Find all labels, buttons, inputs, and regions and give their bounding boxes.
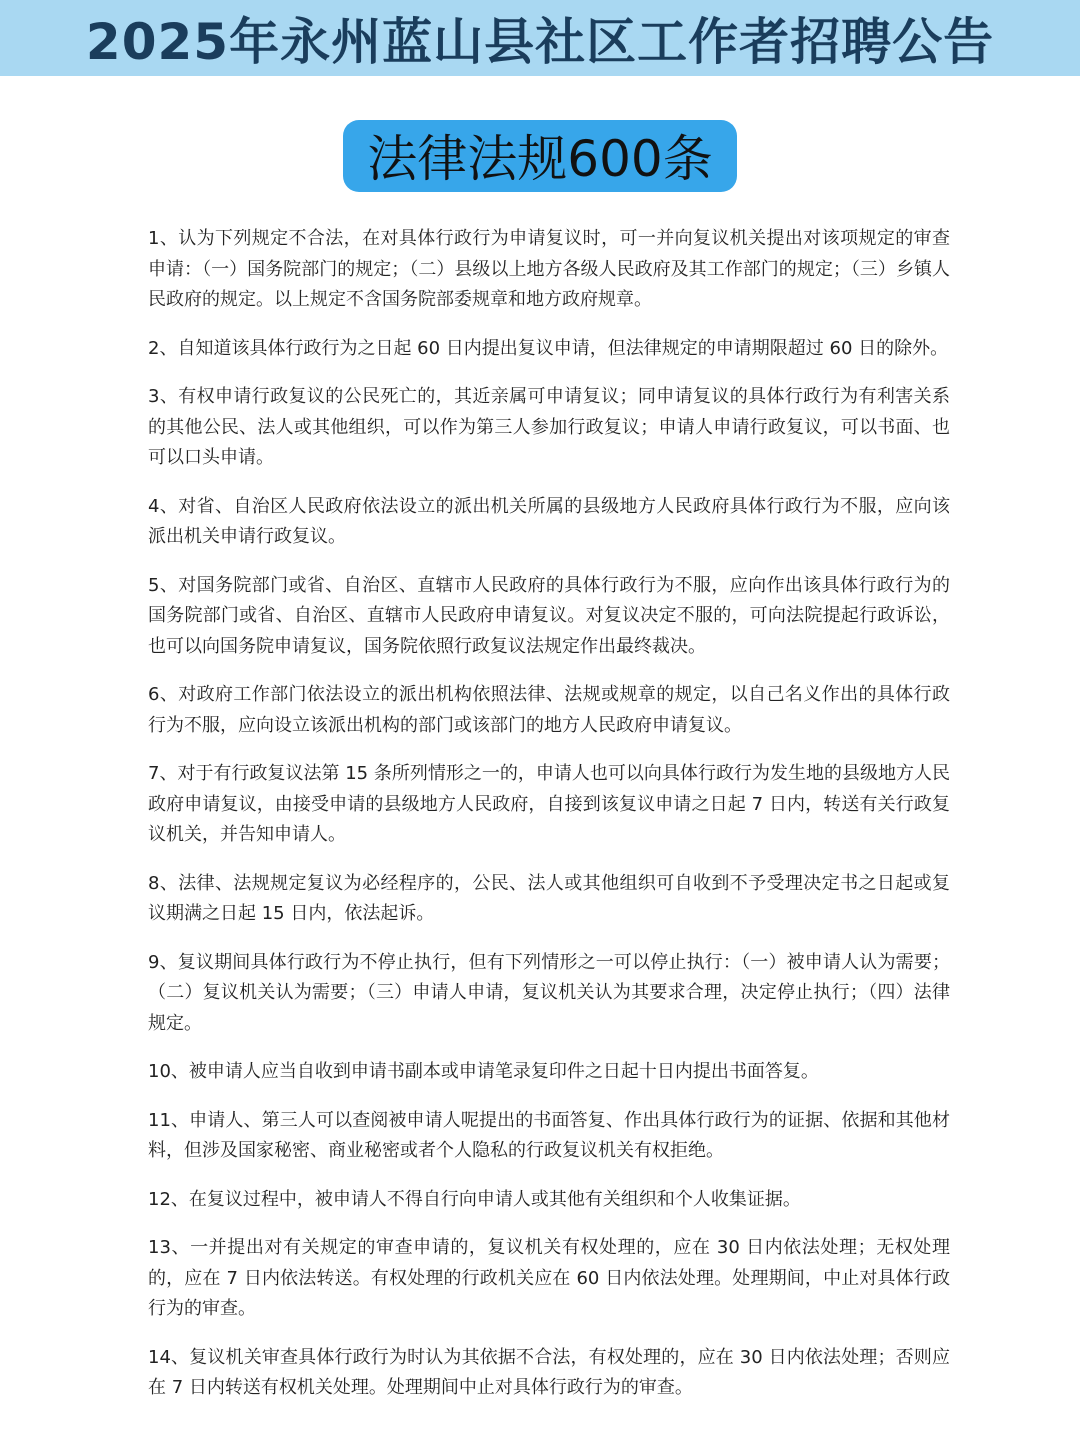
subtitle-container bbox=[0, 120, 1080, 192]
article-item: 4、对省、自治区人民政府依法设立的派出机关所属的县级地方人民政府具体行政行为不服，应向该派出机关申请行政复议。 bbox=[148, 495, 950, 547]
article-item: 3、有权申请行政复议的公民死亡的，其近亲属可申请复议；同申请复议的具体行政行为有利害关系的其他公民、法人或其他组织，可以作为第三人参加行政复议；申请人申请行政复议，可以书面、也可以口头申请。 bbox=[148, 386, 950, 468]
article-item: 2、自知道该具体行政行为之日起 60 日内提出复议申请，但法律规定的申请期限超过 60 日的除外。 bbox=[148, 337, 949, 359]
header-band bbox=[0, 0, 1080, 76]
subtitle-pill bbox=[343, 120, 736, 192]
article-item: 8、法律、法规规定复议为必经程序的，公民、法人或其他组织可自收到不予受理决定书之日起或复议期满之日起 15 日内，依法起诉。 bbox=[148, 872, 950, 924]
article-item: 10、被申请人应当自收到申请书副本或申请笔录复印件之日起十日内提出书面答复。 bbox=[148, 1061, 819, 1082]
article-list bbox=[148, 224, 950, 1422]
article-item: 1、认为下列规定不合法，在对具体行政行为申请复议时，可一并向复议机关提出对该项规定的审查申请：（一）国务院部门的规定；（二）县级以上地方各级人民政府及其工作部门的规定；（三）乡镇人民政府的规定。以上规定不含国务院部委规章和地方政府规章。 bbox=[148, 228, 950, 310]
page-title: 2025年永州蓝山县社区工作者招聘公告 bbox=[85, 13, 995, 71]
article-item: 13、一并提出对有关规定的审查申请的，复议机关有权处理的，应在 30 日内依法处理；无权处理的，应在 7 日内依法转送。有权处理的行政机关应在 60 日内依法处理。处理期间，中止对具体行政行为的审查。 bbox=[148, 1237, 950, 1319]
subtitle-text: 法律法规600条 bbox=[367, 130, 713, 188]
article-item: 11、申请人、第三人可以查阅被申请人呢提出的书面答复、作出具体行政行为的证据、依据和其他材料，但涉及国家秘密、商业秘密或者个人隐私的行政复议机关有权拒绝。 bbox=[148, 1109, 950, 1161]
article-item: 9、复议期间具体行政行为不停止执行，但有下列情形之一可以停止执行：（一）被申请人认为需要；（二）复议机关认为需要；（三）申请人申请，复议机关认为其要求合理，决定停止执行；（四）法律规定。 bbox=[148, 951, 950, 1034]
article-item: 7、对于有行政复议法第 15 条所列情形之一的，申请人也可以向具体行政行为发生地的县级地方人民政府申请复议，由接受申请的县级地方人民政府，自接到该复议申请之日起 7 日内，转送有关行政复议机关，并告知申请人。 bbox=[148, 763, 950, 845]
article-item: 14、复议机关审查具体行政行为时认为其依据不合法，有权处理的，应在 30 日内依法处理；否则应在 7 日内转送有权机关处理。处理期间中止对具体行政行为的审查。 bbox=[148, 1346, 950, 1398]
article-item: 5、对国务院部门或省、自治区、直辖市人民政府的具体行政行为不服，应向作出该具体行政行为的国务院部门或省、自治区、直辖市人民政府申请复议。对复议决定不服的，可向法院提起行政诉讼，也可以向国务院申请复议，国务院依照行政复议法规定作出最终裁决。 bbox=[148, 574, 950, 657]
article-item: 6、对政府工作部门依法设立的派出机构依照法律、法规或规章的规定，以自己名义作出的具体行政行为不服，应向设立该派出机构的部门或该部门的地方人民政府申请复议。 bbox=[148, 684, 950, 736]
article-item: 12、在复议过程中，被申请人不得自行向申请人或其他有关组织和个人收集证据。 bbox=[148, 1188, 801, 1210]
